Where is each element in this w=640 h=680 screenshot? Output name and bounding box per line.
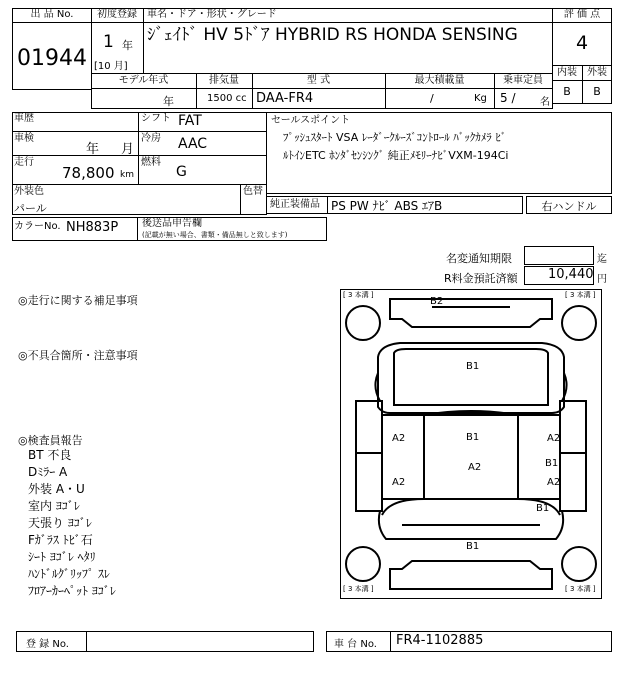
capacity-label: 乗車定員 [503, 75, 543, 86]
wheel-top-left [346, 306, 380, 340]
equipment-label: 純正装備品 [270, 199, 320, 210]
inspection-year-unit: 年 [86, 142, 100, 157]
inspector-item: ﾌﾛｱｰｶｰﾍﾟｯﾄ ﾖｺﾞﾚ [28, 584, 116, 598]
mark-hood: B1 [466, 361, 480, 372]
tire-tr: [ 3 本溝 ] [565, 291, 596, 299]
inspector-items [28, 446, 228, 599]
inspection-label: 車検 [14, 133, 34, 144]
first-reg-year-unit: 年 [122, 39, 133, 52]
carname: ｼﾞｪｲﾄﾞ HV 5ﾄﾞｱ HYBRID RS HONDA SENSING [147, 25, 518, 45]
steering: 右ハンドル [541, 200, 597, 213]
tire-bl: [ 3 本溝 ] [343, 585, 374, 593]
mark-roof-front: B1 [466, 432, 480, 443]
displacement-label: 排気量 [209, 75, 239, 86]
inspection-month-unit: 月 [121, 142, 135, 157]
lot-no: 01944 [17, 46, 87, 71]
color-no-label: カラーNo. [14, 221, 61, 232]
driving-notes-label: ◎走行に関する補足事項 [18, 294, 138, 307]
inspector-item: BT 不良 [28, 448, 72, 462]
mark-left-front: A2 [392, 433, 406, 444]
ac-label: 冷房 [141, 133, 161, 144]
mark-roof: A2 [468, 462, 482, 473]
ac: AAC [178, 136, 208, 152]
type: DAA-FR4 [256, 91, 314, 106]
interior-grade: B [563, 85, 571, 98]
color-no: NH883P [66, 220, 119, 235]
mark-right-front: A2 [547, 433, 561, 444]
shift: FAT [178, 113, 202, 129]
details-box [12, 112, 267, 215]
sales-points-line1: ﾌﾟｯｼｭｽﾀｰﾄ VSA ﾚｰﾀﾞｰｸﾙｰｽﾞｺﾝﾄﾛｰﾙ ﾊﾞｯｸｶﾒﾗ ﾋﾞ [283, 131, 507, 144]
mileage-unit: km [120, 170, 134, 180]
mark-right-quarter: B1 [536, 503, 550, 514]
interior-label: 内装 [557, 67, 577, 78]
first-reg-label: 初度登録 [97, 9, 137, 20]
post-docs-note: (記載が無い場合、書類・備品無しと致します) [142, 231, 288, 239]
roof [424, 415, 518, 499]
equipment-value: PS PW ﾅﾋﾞ ABS ｴｱB [331, 199, 443, 213]
mark-right-mid: B1 [545, 458, 559, 469]
exterior-color-label: 外装色 [14, 186, 44, 197]
inspector-item: Fｶﾞﾗｽ ﾄﾋﾞ石 [28, 533, 93, 547]
first-reg-month: [10 月] [94, 61, 128, 72]
chassis-no: FR4-1102885 [396, 633, 484, 648]
mark-left-rear: A2 [392, 477, 406, 488]
capacity-unit: 名 [540, 97, 550, 108]
front-bumper [390, 561, 552, 589]
max-load: / [430, 92, 434, 105]
mileage: 78,800 [62, 164, 115, 182]
score: 4 [575, 32, 589, 54]
exterior-color: パール [14, 202, 47, 215]
hood [378, 343, 564, 413]
tire-br: [ 3 本溝 ] [565, 585, 596, 593]
name-change-unit: 迄 [597, 254, 607, 265]
first-reg-year: 1 [103, 32, 114, 52]
body-right [560, 401, 586, 511]
exterior-label: 外装 [587, 67, 607, 78]
max-load-unit: Kg [474, 93, 487, 104]
score-label: 評 価 点 [563, 9, 601, 20]
capacity: 5 / [500, 91, 516, 105]
defects-label: ◎不具合箇所・注意事項 [18, 349, 138, 362]
recycle-amount: 10,440 [548, 267, 594, 282]
sales-points-label: セールスポイント [271, 115, 351, 126]
fuel: G [176, 164, 187, 180]
exterior-grade: B [593, 85, 601, 98]
inspector-item: 室内 ﾖｺﾞﾚ [28, 499, 80, 513]
mark-rear-bumper: B2 [430, 296, 444, 307]
displacement: 1500 cc [207, 93, 247, 104]
shift-label: シフト [141, 113, 171, 124]
history-label: 車歴 [14, 113, 34, 124]
fuel-label: 燃料 [141, 157, 161, 168]
type-label: 型 式 [306, 75, 331, 86]
wheel-bottom-right [562, 547, 596, 581]
body-left [356, 401, 382, 511]
inspector-item: Dﾐﾗｰ A [28, 465, 68, 479]
mark-trunk: B1 [466, 541, 480, 552]
chassis-label: 車 台 No. [334, 639, 377, 650]
inspector-item: ﾊﾝﾄﾞﾙｸﾞﾘｯﾌﾟ ｽﾚ [28, 567, 110, 581]
model-year-unit: 年 [163, 95, 174, 108]
wheel-top-right [562, 306, 596, 340]
recycle-unit: 円 [597, 274, 607, 285]
color-change-label: 色替 [243, 186, 263, 197]
post-docs-label: 後送品申告欄 [142, 218, 202, 229]
lot-no-label: 出 品 No. [30, 9, 74, 20]
inspector-item: ｼｰﾄ ﾖｺﾞﾚ ﾍﾀﾘ [28, 550, 96, 564]
reg-no-label: 登 録 No. [26, 639, 69, 650]
mark-right-rear: A2 [547, 477, 561, 488]
carname-label: 車名・ドア・形状・グレード [147, 9, 277, 20]
max-load-label: 最大積載量 [414, 75, 465, 86]
name-change-box [524, 246, 594, 265]
inspector-label: ◎検査員報告 [18, 434, 83, 447]
rear-bumper [390, 299, 552, 327]
model-year-label: モデル年式 [118, 75, 169, 86]
mileage-label: 走行 [14, 157, 34, 168]
name-change-label: 名変通知期限 [446, 252, 512, 265]
recycle-label: R料金預託済額 [444, 272, 518, 285]
inspector-item: 天張り ﾖｺﾞﾚ [28, 516, 92, 530]
inspector-item: 外装 A・U [28, 482, 85, 496]
wheel-bottom-left [346, 547, 380, 581]
sales-points-line2: ﾙﾄｲﾝETC ﾎﾝﾀﾞｾﾝｼﾝｸﾞ 純正ﾒﾓﾘｰﾅﾋﾞVXM-194Ci [283, 149, 509, 162]
tire-tl: [ 3 本溝 ] [343, 291, 374, 299]
